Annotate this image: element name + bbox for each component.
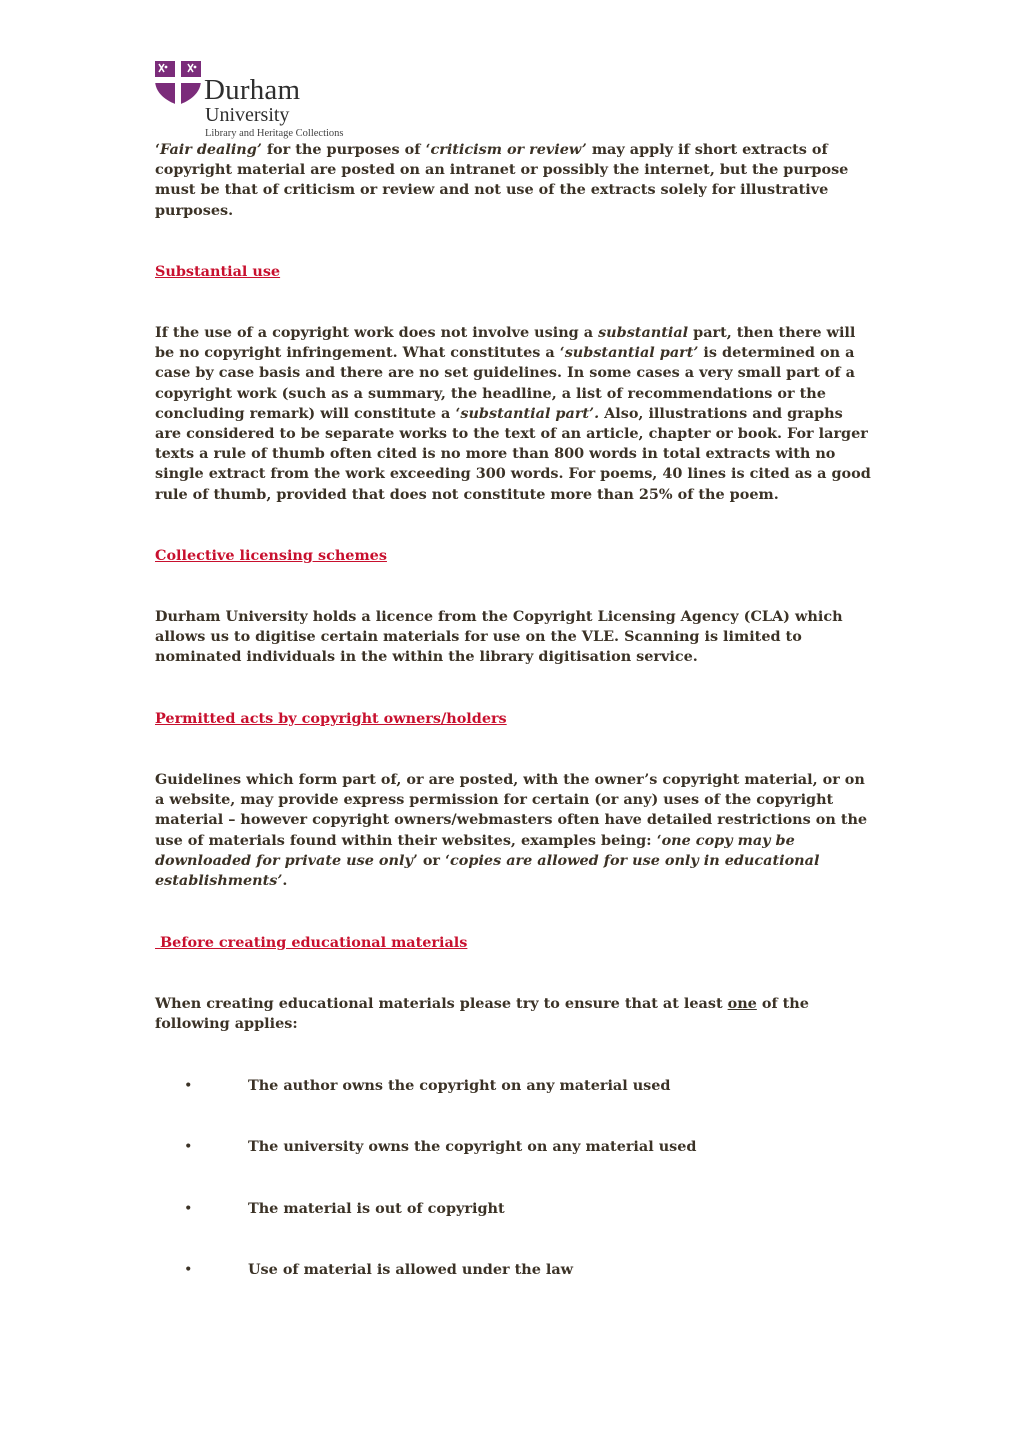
list-item-text: The university owns the copyright on any material used <box>248 1138 697 1155</box>
list-item-text: The material is out of copyright <box>248 1200 505 1217</box>
permitted-text-4: copies are allowed for use only in educational establishments’ <box>155 851 820 890</box>
durham-university-logo <box>154 60 414 140</box>
bullet-icon: • <box>184 1201 193 1217</box>
substantial-text-2: substantial <box>598 324 689 341</box>
heading-before-creating: Before creating educational materials <box>155 934 468 951</box>
permitted-text-2: one copy may be downloaded for private use only <box>155 831 795 869</box>
permitted-text-5: . <box>282 872 288 890</box>
fair-dealing-text-3: for the purposes of ‘ <box>261 141 431 158</box>
fair-dealing-text-5: may apply if short extracts of copyright material are posted on an intranet or possibly the internet, but the purpose must be that of criticism or review and not use of the extracts solely for illustrative purposes. <box>155 141 849 219</box>
substantial-text-5: is determined on a case by case basis and there are no set guidelines. In some cases a very small part of a copyright work (such as a summary, the headline, a list of recommendations or the concluding remark) will constitute a ‘ <box>155 344 855 422</box>
permitted-acts-paragraph <box>155 770 871 891</box>
collective-licensing-paragraph: Durham University holds a licence from the Copyright Licensing Agency (CLA) which allows us to digitise certain materials for use on the VLE. Scanning is limited to nominated individuals in the within the library digitisation service. <box>155 608 843 666</box>
list-item-text: The author owns the copyright on any material used <box>248 1077 671 1094</box>
permitted-text-3: ’ or ‘ <box>412 851 451 869</box>
logo-name: Durham <box>204 74 301 106</box>
bullet-icon: • <box>184 1078 193 1094</box>
substantial-use-paragraph <box>155 323 871 505</box>
before-creating-paragraph <box>155 994 871 1034</box>
fair-dealing-paragraph <box>155 140 871 221</box>
university-crest-icon <box>154 60 202 106</box>
before-text-1: When creating educational materials please try to ensure that at least <box>155 995 728 1012</box>
heading-permitted-acts: Permitted acts by copyright owners/holders <box>155 710 507 727</box>
permitted-text-1: Guidelines which form part of, or are posted, with the owner’s copyright material, or on a website, may provide express permission for certain (or any) uses of the copyright material – however copyright owners/webmasters often have detailed restrictions on the use of materials found within their websites, examples being: ‘ <box>155 771 868 849</box>
list-item-text: Use of material is allowed under the law <box>248 1261 574 1278</box>
bullet-icon: • <box>184 1262 193 1278</box>
fair-dealing-text-1: ‘ <box>155 141 161 158</box>
fair-dealing-text-2: Fair dealing’ <box>160 141 262 158</box>
substantial-text-4: substantial part’ <box>564 344 699 362</box>
logo-collections: Library and Heritage Collections <box>205 128 344 139</box>
logo-subtitle: University <box>205 104 290 126</box>
substantial-text-3: part, then there will be no copyright infringement. What constitutes a ‘ <box>155 324 856 362</box>
heading-collective-licensing: Collective licensing schemes <box>155 547 387 564</box>
before-text-2: one <box>727 995 757 1012</box>
fair-dealing-text-4: criticism or review’ <box>430 141 587 158</box>
heading-substantial-use: Substantial use <box>155 263 281 280</box>
bullet-icon: • <box>184 1139 193 1155</box>
before-text-3: of the following applies: <box>155 995 809 1033</box>
substantial-text-6: substantial part’. <box>460 404 600 422</box>
substantial-text-1: If the use of a copyright work does not involve using a <box>155 324 599 341</box>
substantial-text-7: Also, illustrations and graphs are considered to be separate works to the text of an article, chapter or book. For larger texts a rule of thumb often cited is no more than 800 words in total extracts with no single extract from the work exceeding 300 words. For poems, 40 lines is cited as a good rule of thumb, provided that does not constitute more than 25% of the poem. <box>155 404 871 503</box>
